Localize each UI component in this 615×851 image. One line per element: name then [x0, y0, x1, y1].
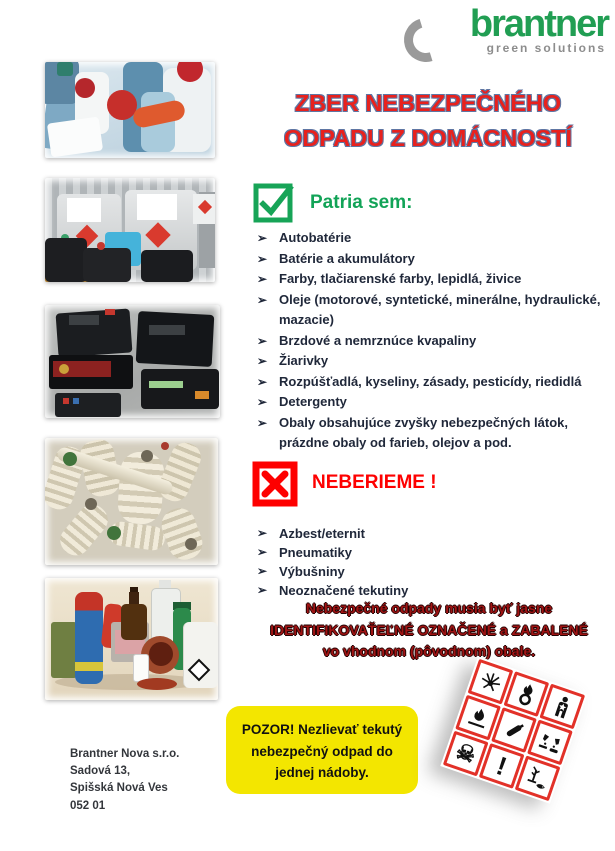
accept-list-item — [255, 351, 607, 372]
accept-list-item — [255, 228, 607, 249]
arrow-bullet-icon: ➢ — [257, 526, 268, 540]
arrow-bullet-icon: ➢ — [257, 333, 268, 348]
arrow-bullet-icon: ➢ — [257, 251, 268, 266]
plastic-bottles-photo — [45, 62, 215, 158]
reject-list-item — [255, 543, 607, 562]
accept-list-item — [255, 331, 607, 352]
accept-item-text: Autobatérie — [279, 230, 352, 245]
reject-item-text: Azbest/eternit — [279, 526, 365, 541]
accept-list-item — [255, 392, 607, 413]
household-chemicals-photo — [45, 578, 218, 700]
reject-list-item — [255, 524, 607, 543]
accept-item-text: Farby, tlačiarenské farby, lepidlá, živice — [279, 271, 522, 286]
accept-item-text: Detergenty — [279, 394, 347, 409]
page-title-line2: ODPADU Z DOMÁCNOSTÍ — [283, 125, 573, 151]
page-title — [248, 86, 608, 156]
car-batteries-photo — [45, 305, 220, 418]
pozor-warning-box — [226, 706, 418, 794]
reject-item-text: Neoznačené tekutiny — [279, 583, 409, 598]
ghs-pictogram-sheet — [440, 656, 587, 803]
fluorescent-bulbs-photo — [45, 438, 218, 565]
arrow-bullet-icon: ➢ — [257, 395, 268, 409]
packaging-notice-line: Nebezpečné odpady musia byť jasne — [305, 600, 553, 616]
accept-item-text: Žiarivky — [279, 353, 329, 368]
accept-item-text: Brzdové a nemrznúce kvapaliny — [279, 332, 477, 348]
pozor-warning-line: nebezpečný odpad do — [251, 743, 393, 759]
checkbox-checked-icon — [252, 180, 296, 224]
no-cross-icon — [252, 461, 298, 507]
accept-item-text: Rozpúšťadlá, kyseliny, zásady, pesticídy, riedidlá — [279, 373, 582, 389]
ghs-toxic-skull-icon: ☠ — [443, 731, 489, 777]
pozor-warning-line: POZOR! Nezlievať tekutý — [241, 722, 403, 737]
reject-list-item — [255, 562, 607, 581]
arrow-bullet-icon: ➢ — [257, 545, 268, 559]
company-address-line: Brantner Nova s.r.o. — [70, 748, 180, 760]
accept-item-text: Obaly obsahujúce zvyšky nebezpečných látok, prázdne obaly od farieb, olejov a pod. — [279, 414, 568, 450]
ghs-pictogram-grid — [443, 659, 585, 801]
reject-list — [255, 524, 607, 600]
accept-list — [255, 228, 607, 454]
accept-list-item — [255, 249, 607, 270]
arrow-bullet-icon: ➢ — [257, 583, 268, 597]
logo-brand-text: brantner — [469, 3, 608, 45]
accept-list-item — [255, 413, 607, 454]
accept-item-text: Batérie a akumulátory — [279, 250, 415, 266]
arrow-bullet-icon: ➢ — [257, 354, 268, 368]
company-address-line: 052 01 — [70, 799, 106, 812]
packaging-notice-line: vo vhodnom (pôvodnom) obale. — [322, 643, 536, 659]
accept-list-item — [255, 290, 607, 331]
arrow-bullet-icon: ➢ — [257, 292, 268, 307]
arrow-bullet-icon: ➢ — [257, 564, 268, 578]
company-address-line: Sadová 13, — [70, 765, 131, 778]
chemical-drums-photo — [45, 178, 215, 282]
packaging-notice — [248, 598, 610, 663]
reject-item-text: Výbušniny — [279, 564, 345, 579]
company-address — [70, 746, 179, 815]
reject-heading: NEBERIEME ! — [312, 472, 437, 493]
brantner-logo — [398, 4, 608, 55]
logo-tagline: green solutions — [486, 41, 606, 55]
accept-heading: Patria sem: — [310, 192, 413, 213]
arrow-bullet-icon: ➢ — [257, 272, 268, 286]
ghs-irritant-exclamation-icon: ! — [479, 743, 525, 789]
reject-item-text: Pneumatiky — [279, 545, 352, 560]
company-address-line: Spišská Nová Ves — [70, 782, 168, 795]
accept-list-item — [255, 269, 607, 290]
accept-list-item — [255, 372, 607, 393]
page-title-line1: ZBER NEBEZPEČNÉHO — [294, 90, 562, 116]
pozor-warning-line: jednej nádoby. — [275, 765, 369, 780]
accept-item-text: Oleje (motorové, syntetické, minerálne, hydraulické, mazacie) — [279, 291, 601, 327]
arrow-bullet-icon: ➢ — [257, 231, 268, 245]
arrow-bullet-icon: ➢ — [257, 374, 268, 389]
packaging-notice-line: IDENTIFIKOVAŤEĽNÉ OZNAČENÉ a ZABALENÉ — [270, 621, 588, 638]
arrow-bullet-icon: ➢ — [257, 415, 268, 430]
